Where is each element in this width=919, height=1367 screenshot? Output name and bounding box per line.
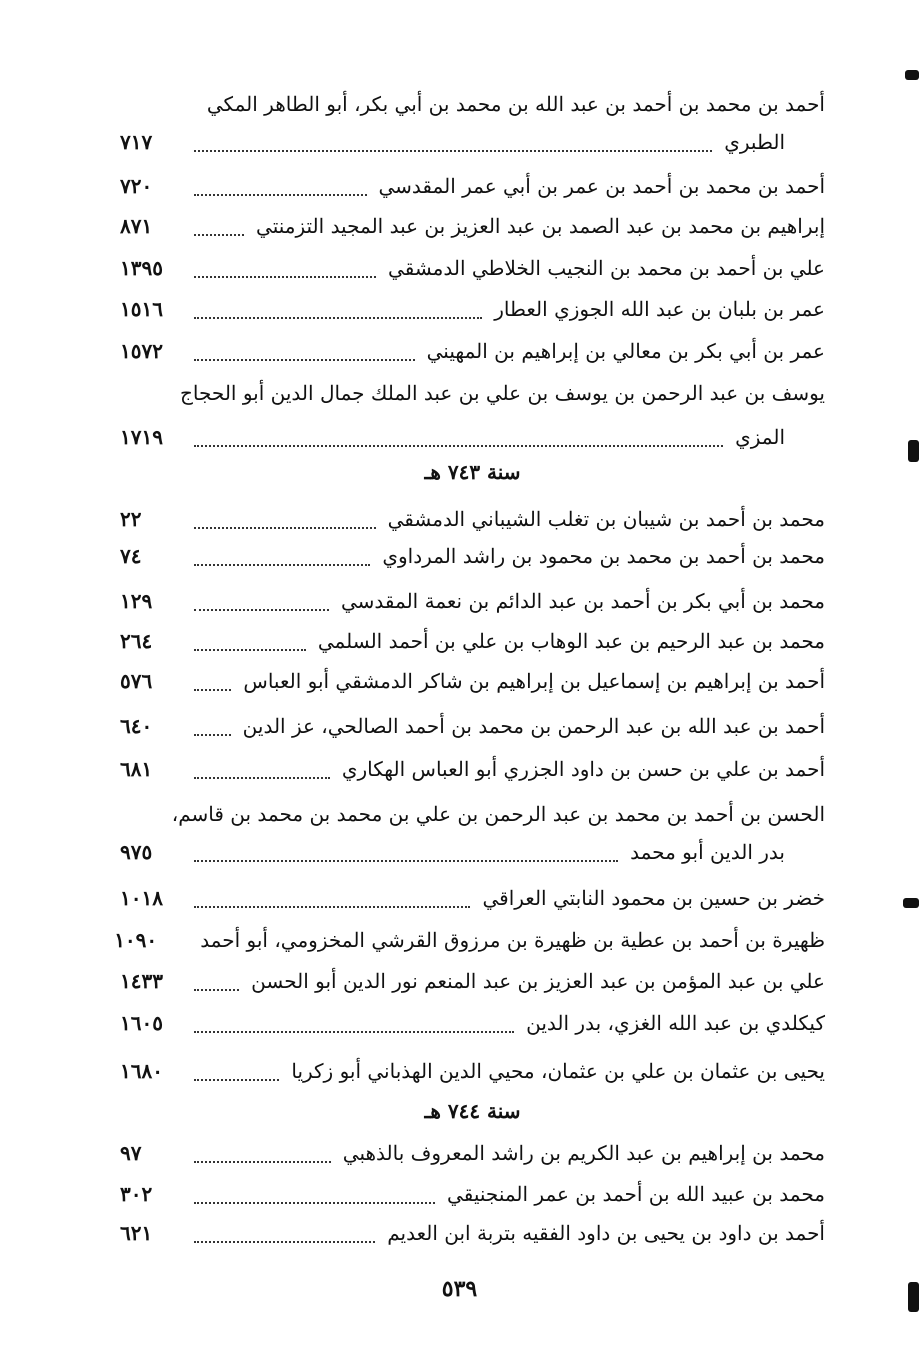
entry-name: محمد بن أحمد بن محمد بن محمود بن راشد المرداوي — [382, 544, 825, 568]
leader-dots — [194, 317, 482, 319]
index-entry — [120, 540, 825, 572]
entry-name: خضر بن حسين بن محمود النابتي العراقي — [482, 886, 825, 910]
leader-dots — [194, 359, 415, 361]
entry-number: ١٦٠٥ — [120, 1011, 163, 1035]
scan-mark — [905, 70, 919, 80]
entry-name: أحمد بن داود بن يحيى بن داود الفقيه بتربة ابن العديم — [387, 1221, 825, 1245]
leader-dots — [194, 194, 367, 196]
index-entry — [120, 965, 825, 997]
index-entry — [120, 1137, 825, 1169]
leader-dots — [194, 445, 723, 447]
entry-name: محمد بن إبراهيم بن عبد الكريم بن راشد المعروف بالذهبي — [342, 1141, 825, 1165]
entry-name: عمر بن بلبان بن عبد الله الجوزي العطار — [494, 297, 825, 321]
entry-number: ١٣٩٥ — [120, 256, 163, 280]
entry-number: ٩٧ — [120, 1141, 142, 1165]
page-number: ٥٣٩ — [441, 1276, 478, 1302]
entry-name: يوسف بن عبد الرحمن بن يوسف بن علي بن عبد الملك جمال الدين أبو الحجاج — [180, 381, 825, 405]
index-entry — [120, 882, 825, 914]
index-entry — [120, 210, 825, 242]
entry-number: ٨٧١ — [120, 214, 153, 238]
entry-number: ٧١٧ — [120, 130, 153, 154]
entry-number: ٩٧٥ — [120, 840, 153, 864]
leader-dots — [194, 1241, 375, 1243]
entry-number: ٢٦٤ — [120, 629, 153, 653]
index-entry — [120, 625, 825, 657]
entry-number: ١٥١٦ — [120, 297, 163, 321]
leader-dots — [194, 234, 244, 236]
index-entry — [120, 665, 825, 697]
entry-number: ٦٢١ — [120, 1221, 153, 1245]
entry-number: ١٥٧٢ — [120, 339, 163, 363]
leader-dots — [194, 150, 712, 152]
entry-name-cont: الطبري — [724, 130, 785, 154]
year-heading: سنة ٧٤٤ هـ — [424, 1099, 521, 1123]
entry-name-cont: بدر الدين أبو محمد — [630, 840, 785, 864]
index-entry — [120, 335, 825, 367]
entry-number: ١٦٨٠ — [120, 1059, 163, 1083]
entry-name: أحمد بن علي بن حسن بن داود الجزري أبو العباس الهكاري — [341, 757, 825, 781]
entry-name: أحمد بن محمد بن أحمد بن عمر بن أبي عمر المقدسي — [378, 174, 825, 198]
entry-name: إبراهيم بن محمد بن عبد الصمد بن عبد العزيز بن عبد المجيد التزمنتي — [256, 214, 825, 238]
index-entry — [120, 1055, 825, 1087]
leader-dots — [194, 1161, 331, 1163]
index-entry — [120, 377, 825, 453]
entry-name: أحمد بن عبد الله بن عبد الرحمن بن محمد بن أحمد الصالحي، عز الدين — [242, 714, 825, 738]
entry-name-cont: المزي — [735, 425, 785, 449]
index-entry — [120, 1217, 825, 1249]
index-entry — [120, 503, 825, 535]
index-entry — [120, 798, 825, 868]
entry-number: ١٠١٨ — [120, 886, 163, 910]
entry-number: ١٠٩٠ — [114, 928, 158, 952]
entry-number: ١٤٣٣ — [120, 969, 163, 993]
index-entry — [120, 753, 825, 785]
leader-dots — [194, 527, 376, 529]
leader-dots — [194, 860, 618, 862]
entry-name: محمد بن أحمد بن شيبان بن تغلب الشيباني الدمشقي — [387, 507, 825, 531]
entry-name: محمد بن عبيد الله بن أحمد بن عمر المنجنيقي — [447, 1182, 825, 1206]
leader-dots — [194, 1079, 279, 1081]
entry-name: أحمد بن إبراهيم بن إسماعيل بن إبراهيم بن شاكر الدمشقي أبو العباس — [243, 669, 825, 693]
entry-number: ٦٤٠ — [120, 714, 153, 738]
entry-name: الحسن بن أحمد بن محمد بن عبد الرحمن بن علي بن محمد بن محمد بن قاسم، — [171, 802, 825, 826]
index-entry — [120, 88, 825, 158]
entry-name: علي بن عبد المؤمن بن عبد العزيز بن عبد المنعم نور الدين أبو الحسن — [251, 969, 825, 993]
entry-name: أحمد بن محمد بن أحمد بن عبد الله بن محمد بن أبي بكر، أبو الطاهر المكي — [206, 92, 825, 116]
index-entry — [114, 924, 825, 956]
leader-dots — [194, 989, 239, 991]
entry-number: ٦٨١ — [120, 757, 153, 781]
entry-number: ٣٠٢ — [120, 1182, 153, 1206]
leader-dots — [194, 734, 231, 736]
index-entry — [120, 252, 825, 284]
entry-name: محمد بن عبد الرحيم بن عبد الوهاب بن علي بن أحمد السلمي — [317, 629, 825, 653]
index-entry — [120, 585, 825, 617]
entry-number: ٧٢٠ — [120, 174, 153, 198]
scan-mark — [908, 1282, 919, 1312]
entry-number: ٧٤ — [120, 544, 142, 568]
leader-dots — [194, 689, 231, 691]
leader-dots — [194, 564, 370, 566]
entry-name: كيكلدي بن عبد الله الغزي، بدر الدين — [526, 1011, 825, 1035]
scan-mark — [903, 898, 919, 908]
index-entry — [120, 1178, 825, 1210]
index-entry — [120, 170, 825, 202]
leader-dots — [194, 906, 470, 908]
entry-name: محمد بن أبي بكر بن أحمد بن عبد الدائم بن نعمة المقدسي — [340, 589, 825, 613]
entry-number: ٥٧٦ — [120, 669, 153, 693]
leader-dots — [194, 649, 306, 651]
year-heading: سنة ٧٤٣ هـ — [424, 460, 521, 484]
leader-dots — [194, 777, 330, 779]
leader-dots — [194, 1202, 435, 1204]
entry-name: علي بن أحمد بن محمد بن النجيب الخلاطي الدمشقي — [388, 256, 825, 280]
scan-mark — [908, 440, 919, 462]
entry-number: ١٧١٩ — [120, 425, 163, 449]
entry-name: عمر بن أبي بكر بن معالي بن إبراهيم بن المهيني — [426, 339, 825, 363]
leader-dots — [194, 609, 329, 611]
entry-name: ظهيرة بن أحمد بن عطية بن ظهيرة بن مرزوق القرشي المخزومي، أبو أحمد — [200, 928, 825, 952]
index-entry — [120, 1007, 825, 1039]
entry-name: يحيى بن عثمان بن علي بن عثمان، محيي الدين الهذباني أبو زكريا — [291, 1059, 825, 1083]
index-entry — [120, 710, 825, 742]
entry-number: ٢٢ — [120, 507, 142, 531]
leader-dots — [194, 1031, 514, 1033]
entry-number: ١٢٩ — [120, 589, 153, 613]
leader-dots — [194, 276, 376, 278]
index-entry — [120, 293, 825, 325]
